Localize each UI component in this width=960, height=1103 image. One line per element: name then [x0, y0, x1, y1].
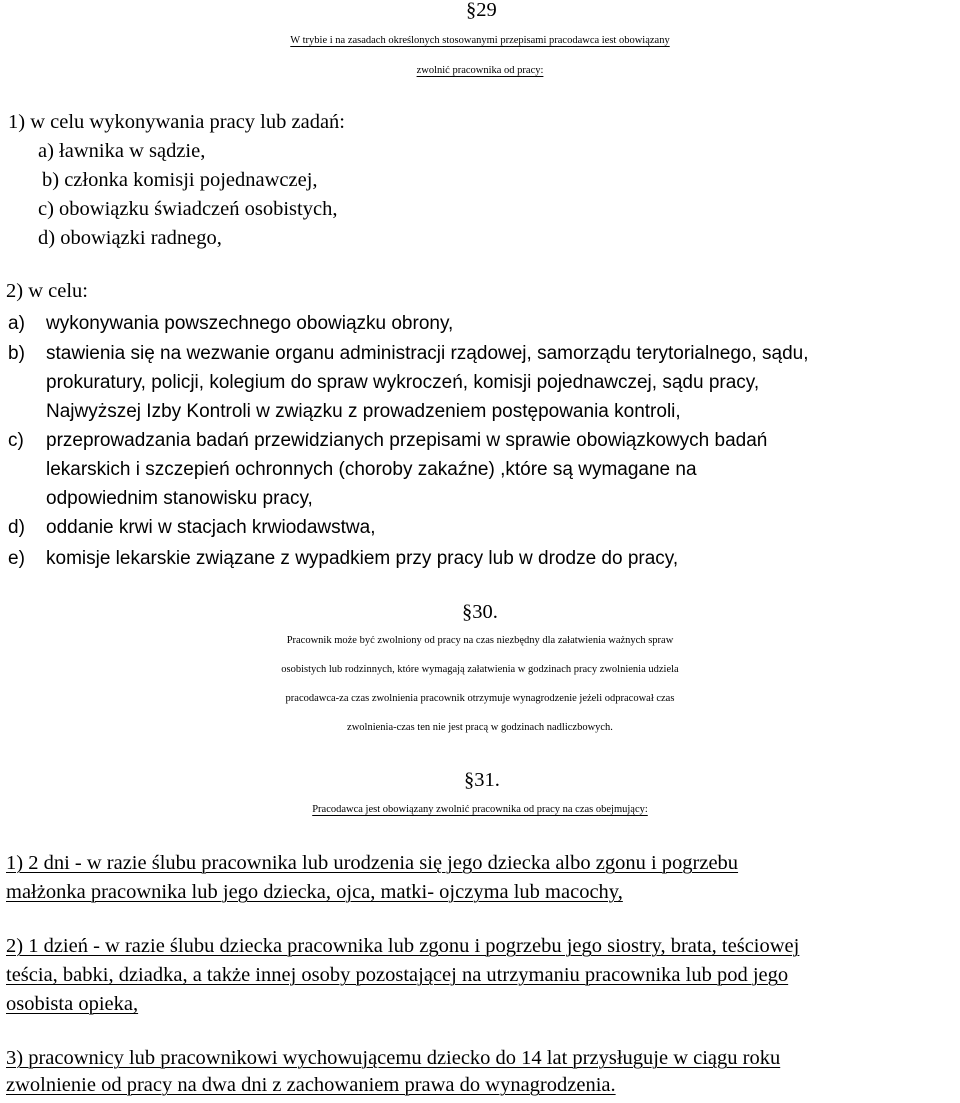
- section-30-line-4: zwolnienia-czas ten nie jest pracą w godzinach nadliczbowych.: [347, 722, 613, 733]
- section-31-item-1-line-1: 1) 2 dni - w razie ślubu pracownika lub urodzenia się jego dziecka albo zgonu i pogrzebu: [6, 852, 739, 874]
- section-29-item-2-c-line-1: [8, 426, 767, 455]
- section-29-item-2-e: [8, 544, 678, 573]
- list-marker: b): [8, 343, 25, 364]
- list-text: przeprowadzania badań przewidzianych przepisami w sprawie obowiązkowych badań: [46, 430, 768, 451]
- section-31-heading: §31.: [464, 769, 500, 791]
- section-31-item-2-line-3: osobista opieka,: [6, 993, 139, 1015]
- section-29-item-1-d: d) obowiązki radnego,: [38, 227, 222, 249]
- list-marker: c): [8, 430, 24, 451]
- section-29-item-2-c-line-3: odpowiednim stanowisku pracy,: [46, 488, 313, 509]
- section-29-item-2-b-line-2: prokuratury, policji, kolegium do spraw wykroczeń, komisji pojednawczej, sądu pracy,: [46, 372, 760, 393]
- section-29-item-2-title: 2) w celu:: [6, 280, 88, 302]
- section-31-item-1-line-2: małżonka pracownika lub jego dziecka, ojca, matki- ojczyma lub macochy,: [6, 881, 623, 903]
- list-marker: d): [8, 517, 25, 538]
- list-marker: e): [8, 548, 25, 569]
- section-30-line-2: osobistych lub rodzinnych, które wymagają załatwienia w godzinach pracy zwolnienia udziela: [281, 664, 679, 675]
- section-29-intro-line-1: W trybie i na zasadach określonych stosowanymi przepisami pracodawca iest obowiązany: [290, 35, 670, 46]
- section-29-item-2-b-line-1: [8, 339, 809, 368]
- section-30-line-1: Pracownik może być zwolniony od pracy na czas niezbędny dla załatwienia ważnych spraw: [286, 635, 674, 646]
- list-text: stawienia się na wezwanie organu administracji rządowej, samorządu terytorialnego, sądu,: [46, 343, 809, 364]
- section-31-intro: Pracodawca jest obowiązany zwolnić pracownika od pracy na czas obejmujący:: [312, 804, 648, 815]
- list-text: oddanie krwi w stacjach krwiodawstwa,: [46, 517, 376, 538]
- section-30-heading: §30.: [462, 601, 498, 623]
- section-29-intro-line-2: zwolnić pracownika od pracy:: [416, 65, 544, 76]
- section-29-item-1-b: b) członka komisji pojednawczej,: [42, 169, 318, 191]
- section-31-item-3-line-2: zwolnienie od pracy na dwa dni z zachowaniem prawa do wynagrodzenia.: [6, 1074, 616, 1096]
- list-text: wykonywania powszechnego obowiązku obrony,: [46, 313, 454, 334]
- section-29-item-2-d: [8, 513, 375, 542]
- section-30-line-3: pracodawca-za czas zwolnienia pracownik otrzymuje wynagrodzenie jeżeli odpracował czas: [285, 693, 675, 704]
- section-29-item-2-b-line-3: Najwyższej Izby Kontroli w związku z prowadzeniem postępowania kontroli,: [46, 401, 681, 422]
- section-29-item-2-a: [8, 309, 453, 338]
- section-29-item-1-c: c) obowiązku świadczeń osobistych,: [38, 198, 338, 220]
- section-29-item-2-c-line-2: lekarskich i szczepień ochronnych (choroby zakaźne) ,które są wymagane na: [46, 459, 697, 480]
- list-marker: a): [8, 313, 25, 334]
- section-29-item-1-title: 1) w celu wykonywania pracy lub zadań:: [8, 111, 345, 133]
- section-31-item-2-line-1: 2) 1 dzień - w razie ślubu dziecka pracownika lub zgonu i pogrzebu jego siostry, brata, teściowej: [6, 935, 800, 957]
- section-31-item-2-line-2: teścia, babki, dziadka, a także innej osoby pozostającej na utrzymaniu pracownika lub pod jego: [6, 964, 789, 986]
- list-text: komisje lekarskie związane z wypadkiem przy pracy lub w drodze do pracy,: [46, 548, 679, 569]
- section-29-heading: §29: [466, 0, 497, 21]
- section-29-item-1-a: a) ławnika w sądzie,: [38, 140, 206, 162]
- section-31-item-3-line-1: 3) pracownicy lub pracownikowi wychowującemu dziecko do 14 lat przysługuje w ciągu roku: [6, 1047, 781, 1069]
